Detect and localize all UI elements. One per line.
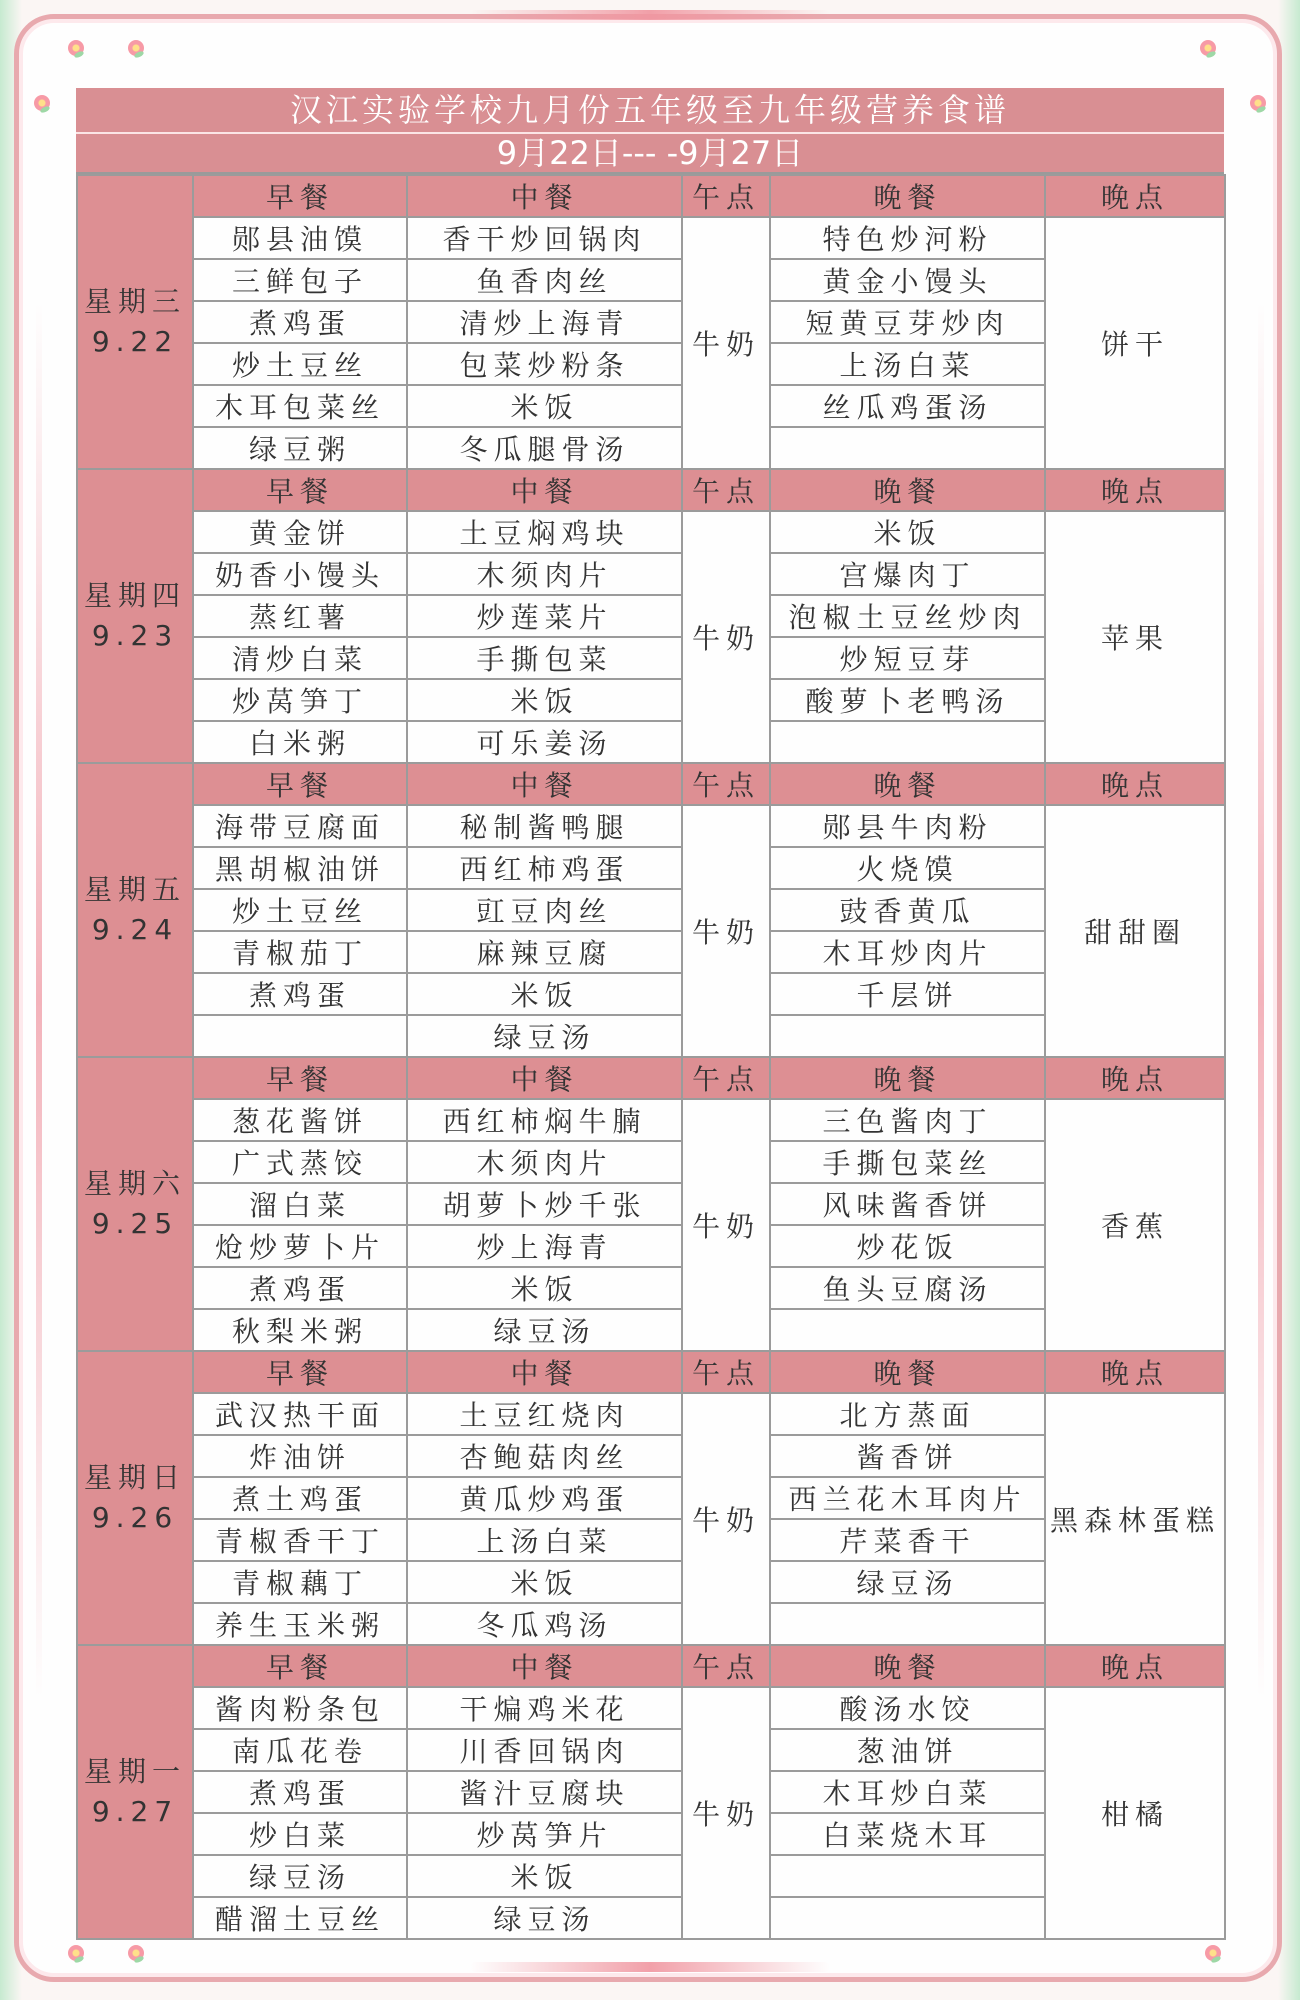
dinner-item: 泡椒土豆丝炒肉 <box>770 595 1045 637</box>
night-snack: 苹果 <box>1045 511 1225 763</box>
breakfast-item: 木耳包菜丝 <box>193 385 407 427</box>
bottom-ribbon <box>470 1962 830 1972</box>
dinner-item: 郧县牛肉粉 <box>770 805 1045 847</box>
table-row <box>77 217 1225 259</box>
dinner-item <box>770 1855 1045 1897</box>
day-date: 9.23 <box>91 619 179 652</box>
table-row <box>77 805 1225 847</box>
lunch-item: 米饭 <box>407 1267 682 1309</box>
weekday: 星期日 <box>83 1461 186 1494</box>
header-noon-snack: 午点 <box>682 175 770 217</box>
lunch-item: 鱼香肉丝 <box>407 259 682 301</box>
breakfast-item: 煮鸡蛋 <box>193 973 407 1015</box>
header-breakfast: 早餐 <box>193 1351 407 1393</box>
dinner-item <box>770 1897 1045 1939</box>
lunch-item: 秘制酱鸭腿 <box>407 805 682 847</box>
day-label <box>77 1645 193 1939</box>
lunch-item: 炒莲菜片 <box>407 595 682 637</box>
lunch-item: 米饭 <box>407 385 682 427</box>
breakfast-item: 郧县油馍 <box>193 217 407 259</box>
flower-icon <box>68 1945 84 1961</box>
meal-header-row <box>77 763 1225 805</box>
breakfast-item: 黄金饼 <box>193 511 407 553</box>
dinner-item: 酸萝卜老鸭汤 <box>770 679 1045 721</box>
day-date: 9.22 <box>91 325 179 358</box>
lunch-item: 川香回锅肉 <box>407 1729 682 1771</box>
noon-snack: 牛奶 <box>682 1099 770 1351</box>
breakfast-item: 煮鸡蛋 <box>193 301 407 343</box>
breakfast-item: 炒土豆丝 <box>193 889 407 931</box>
breakfast-item: 醋溜土豆丝 <box>193 1897 407 1939</box>
dinner-item <box>770 1603 1045 1645</box>
dinner-item: 酱香饼 <box>770 1435 1045 1477</box>
header-breakfast: 早餐 <box>193 175 407 217</box>
right-ribbon <box>1258 300 1264 1700</box>
flower-icon <box>34 95 50 111</box>
dinner-item: 木耳炒白菜 <box>770 1771 1045 1813</box>
header-dinner: 晚餐 <box>770 1645 1045 1687</box>
header-dinner: 晚餐 <box>770 1057 1045 1099</box>
breakfast-item: 秋梨米粥 <box>193 1309 407 1351</box>
day-label <box>77 1351 193 1645</box>
dinner-item: 芹菜香干 <box>770 1519 1045 1561</box>
breakfast-item: 广式蒸饺 <box>193 1141 407 1183</box>
dinner-item: 手撕包菜丝 <box>770 1141 1045 1183</box>
table-row <box>77 1687 1225 1729</box>
header-night-snack: 晚点 <box>1045 1645 1225 1687</box>
header-lunch: 中餐 <box>407 1057 682 1099</box>
flower-icon <box>1205 1945 1221 1961</box>
header-lunch: 中餐 <box>407 1351 682 1393</box>
lunch-item: 冬瓜腿骨汤 <box>407 427 682 469</box>
noon-snack: 牛奶 <box>682 805 770 1057</box>
day-date: 9.24 <box>91 913 179 946</box>
header-noon-snack: 午点 <box>682 763 770 805</box>
breakfast-item: 清炒白菜 <box>193 637 407 679</box>
lunch-item: 黄瓜炒鸡蛋 <box>407 1477 682 1519</box>
dinner-item: 千层饼 <box>770 973 1045 1015</box>
lunch-item: 冬瓜鸡汤 <box>407 1603 682 1645</box>
lunch-item: 米饭 <box>407 1855 682 1897</box>
header-noon-snack: 午点 <box>682 469 770 511</box>
breakfast-item: 炒白菜 <box>193 1813 407 1855</box>
dinner-item: 炒花饭 <box>770 1225 1045 1267</box>
breakfast-item: 海带豆腐面 <box>193 805 407 847</box>
dinner-item: 丝瓜鸡蛋汤 <box>770 385 1045 427</box>
breakfast-item: 青椒香干丁 <box>193 1519 407 1561</box>
header-lunch: 中餐 <box>407 763 682 805</box>
header-breakfast: 早餐 <box>193 1057 407 1099</box>
lunch-item: 土豆焖鸡块 <box>407 511 682 553</box>
breakfast-item: 溜白菜 <box>193 1183 407 1225</box>
dinner-item <box>770 1309 1045 1351</box>
header-dinner: 晚餐 <box>770 763 1045 805</box>
dinner-item: 绿豆汤 <box>770 1561 1045 1603</box>
breakfast-item <box>193 1015 407 1057</box>
header-breakfast: 早餐 <box>193 469 407 511</box>
header-dinner: 晚餐 <box>770 175 1045 217</box>
table-row <box>77 1393 1225 1435</box>
lunch-item: 清炒上海青 <box>407 301 682 343</box>
dinner-item: 短黄豆芽炒肉 <box>770 301 1045 343</box>
day-label <box>77 1057 193 1351</box>
left-ribbon <box>36 300 42 1700</box>
flower-icon <box>128 40 144 56</box>
lunch-item: 炒莴笋片 <box>407 1813 682 1855</box>
lunch-item: 手撕包菜 <box>407 637 682 679</box>
breakfast-item: 煮鸡蛋 <box>193 1267 407 1309</box>
breakfast-item: 炒莴笋丁 <box>193 679 407 721</box>
weekday: 星期六 <box>83 1167 186 1200</box>
flower-icon <box>1200 40 1216 56</box>
dinner-item: 北方蒸面 <box>770 1393 1045 1435</box>
breakfast-item: 武汉热干面 <box>193 1393 407 1435</box>
header-lunch: 中餐 <box>407 175 682 217</box>
noon-snack: 牛奶 <box>682 1393 770 1645</box>
dinner-item: 白菜烧木耳 <box>770 1813 1045 1855</box>
weekday: 星期一 <box>83 1755 186 1788</box>
dinner-item <box>770 1015 1045 1057</box>
breakfast-item: 煮土鸡蛋 <box>193 1477 407 1519</box>
lunch-item: 西红柿焖牛腩 <box>407 1099 682 1141</box>
dinner-item: 木耳炒肉片 <box>770 931 1045 973</box>
header-noon-snack: 午点 <box>682 1645 770 1687</box>
dinner-item: 葱油饼 <box>770 1729 1045 1771</box>
header-night-snack: 晚点 <box>1045 1057 1225 1099</box>
header-dinner: 晚餐 <box>770 1351 1045 1393</box>
lunch-item: 绿豆汤 <box>407 1897 682 1939</box>
flower-icon <box>1250 95 1266 111</box>
dinner-item: 鱼头豆腐汤 <box>770 1267 1045 1309</box>
flower-icon <box>68 40 84 56</box>
lunch-item: 胡萝卜炒千张 <box>407 1183 682 1225</box>
breakfast-item: 黑胡椒油饼 <box>193 847 407 889</box>
lunch-item: 包菜炒粉条 <box>407 343 682 385</box>
day-label <box>77 469 193 763</box>
breakfast-item: 绿豆粥 <box>193 427 407 469</box>
lunch-item: 酱汁豆腐块 <box>407 1771 682 1813</box>
table-row <box>77 511 1225 553</box>
breakfast-item: 炒土豆丝 <box>193 343 407 385</box>
lunch-item: 米饭 <box>407 679 682 721</box>
lunch-item: 土豆红烧肉 <box>407 1393 682 1435</box>
breakfast-item: 白米粥 <box>193 721 407 763</box>
weekday: 星期三 <box>83 285 186 318</box>
lunch-item: 米饭 <box>407 973 682 1015</box>
header-breakfast: 早餐 <box>193 1645 407 1687</box>
meal-header-row <box>77 1057 1225 1099</box>
night-snack: 甜甜圈 <box>1045 805 1225 1057</box>
noon-snack: 牛奶 <box>682 1687 770 1939</box>
breakfast-item: 煮鸡蛋 <box>193 1771 407 1813</box>
lunch-item: 木须肉片 <box>407 553 682 595</box>
meal-header-row <box>77 1351 1225 1393</box>
breakfast-item: 炝炒萝卜片 <box>193 1225 407 1267</box>
breakfast-item: 蒸红薯 <box>193 595 407 637</box>
dinner-item: 上汤白菜 <box>770 343 1045 385</box>
lunch-item: 豇豆肉丝 <box>407 889 682 931</box>
dinner-item <box>770 721 1045 763</box>
header-night-snack: 晚点 <box>1045 763 1225 805</box>
night-snack: 黑森林蛋糕 <box>1045 1393 1225 1645</box>
dinner-item: 风味酱香饼 <box>770 1183 1045 1225</box>
lunch-item: 可乐姜汤 <box>407 721 682 763</box>
meal-header-row <box>77 469 1225 511</box>
breakfast-item: 南瓜花卷 <box>193 1729 407 1771</box>
header-night-snack: 晚点 <box>1045 1351 1225 1393</box>
noon-snack: 牛奶 <box>682 217 770 469</box>
breakfast-item: 奶香小馒头 <box>193 553 407 595</box>
breakfast-item: 炸油饼 <box>193 1435 407 1477</box>
lunch-item: 绿豆汤 <box>407 1015 682 1057</box>
lunch-item: 米饭 <box>407 1561 682 1603</box>
flower-icon <box>128 1945 144 1961</box>
lunch-item: 麻辣豆腐 <box>407 931 682 973</box>
breakfast-item: 青椒藕丁 <box>193 1561 407 1603</box>
menu-table <box>76 174 1226 1940</box>
lunch-item: 香干炒回锅肉 <box>407 217 682 259</box>
breakfast-item: 绿豆汤 <box>193 1855 407 1897</box>
header-lunch: 中餐 <box>407 469 682 511</box>
lunch-item: 上汤白菜 <box>407 1519 682 1561</box>
breakfast-item: 养生玉米粥 <box>193 1603 407 1645</box>
weekday: 星期五 <box>83 873 186 906</box>
noon-snack: 牛奶 <box>682 511 770 763</box>
day-label <box>77 763 193 1057</box>
dinner-item: 米饭 <box>770 511 1045 553</box>
header-noon-snack: 午点 <box>682 1351 770 1393</box>
dinner-item <box>770 427 1045 469</box>
header-noon-snack: 午点 <box>682 1057 770 1099</box>
table-row <box>77 1099 1225 1141</box>
header-night-snack: 晚点 <box>1045 469 1225 511</box>
header-lunch: 中餐 <box>407 1645 682 1687</box>
menu-title: 汉江实验学校九月份五年级至九年级营养食谱 <box>76 88 1224 134</box>
header-breakfast: 早餐 <box>193 763 407 805</box>
dinner-item: 酸汤水饺 <box>770 1687 1045 1729</box>
meal-header-row <box>77 175 1225 217</box>
menu-body <box>77 175 1225 1939</box>
breakfast-item: 葱花酱饼 <box>193 1099 407 1141</box>
lunch-item: 木须肉片 <box>407 1141 682 1183</box>
dinner-item: 西兰花木耳肉片 <box>770 1477 1045 1519</box>
meal-header-row <box>77 1645 1225 1687</box>
dinner-item: 豉香黄瓜 <box>770 889 1045 931</box>
dinner-item: 火烧馍 <box>770 847 1045 889</box>
lunch-item: 炒上海青 <box>407 1225 682 1267</box>
header-dinner: 晚餐 <box>770 469 1045 511</box>
dinner-item: 炒短豆芽 <box>770 637 1045 679</box>
breakfast-item: 酱肉粉条包 <box>193 1687 407 1729</box>
date-range: 9月22日--- -9月27日 <box>76 134 1224 174</box>
menu-container <box>76 88 1224 1940</box>
lunch-item: 绿豆汤 <box>407 1309 682 1351</box>
breakfast-item: 青椒茄丁 <box>193 931 407 973</box>
lunch-item: 杏鲍菇肉丝 <box>407 1435 682 1477</box>
breakfast-item: 三鲜包子 <box>193 259 407 301</box>
night-snack: 香蕉 <box>1045 1099 1225 1351</box>
night-snack: 柑橘 <box>1045 1687 1225 1939</box>
header-night-snack: 晚点 <box>1045 175 1225 217</box>
weekday: 星期四 <box>83 579 186 612</box>
day-date: 9.25 <box>91 1207 179 1240</box>
dinner-item: 特色炒河粉 <box>770 217 1045 259</box>
dinner-item: 黄金小馒头 <box>770 259 1045 301</box>
lunch-item: 西红柿鸡蛋 <box>407 847 682 889</box>
day-label <box>77 175 193 469</box>
dinner-item: 三色酱肉丁 <box>770 1099 1045 1141</box>
night-snack: 饼干 <box>1045 217 1225 469</box>
top-ribbon <box>470 10 830 20</box>
dinner-item: 宫爆肉丁 <box>770 553 1045 595</box>
day-date: 9.27 <box>91 1795 179 1828</box>
lunch-item: 干煸鸡米花 <box>407 1687 682 1729</box>
day-date: 9.26 <box>91 1501 179 1534</box>
